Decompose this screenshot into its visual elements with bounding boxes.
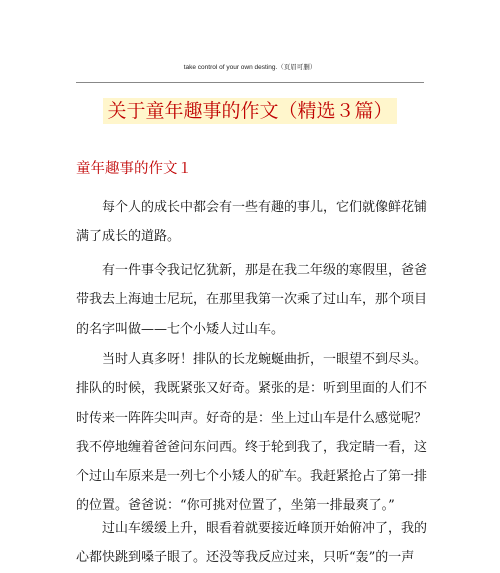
- paragraph-line: 带我去上海迪士尼玩，在那里我第一次乘了过山车，那个项目: [76, 292, 428, 308]
- paragraph: [76, 514, 426, 573]
- paragraph-line: 心都快跳到嗓子眼了。还没等我反应过来，只听“轰”的一声: [76, 550, 415, 566]
- header-divider: [76, 82, 424, 83]
- paragraph-line: 排队的时候，我既紧张又好奇。紧张的是：听到里面的人们不: [76, 381, 428, 397]
- paragraph: [76, 193, 426, 252]
- paragraph-line: 的位置。爸爸说：“你可挑对位置了，坐第一排最爽了。”: [76, 498, 395, 514]
- section-heading: 童年趣事的作文１: [76, 161, 192, 177]
- title-container: [0, 98, 500, 124]
- paragraph-line: 个过山车原来是一列七个小矮人的矿车。我赶紧抢占了第一排: [76, 469, 428, 485]
- paragraph: [76, 345, 426, 521]
- paragraph-line: 我不停地缠着爸爸问东问西。终于轮到我了，我定睛一看，这: [76, 439, 428, 455]
- paragraph-line: 满了成长的道路。: [76, 229, 181, 245]
- paragraph-line: 每个人的成长中都会有一些有趣的事儿，它们就像鲜花铺: [76, 200, 428, 215]
- paragraph-line: 当时人真多呀！排队的长龙蜿蜒曲折，一眼望不到尽头。: [76, 352, 428, 367]
- paragraph-line: 的名字叫做——七个小矮人过山车。: [76, 321, 285, 337]
- document-title: 关于童年趣事的作文（精选３篇）: [103, 98, 396, 124]
- page-header: take control of your own desting.（页眉可删）: [183, 64, 317, 71]
- paragraph-line: 时传来一阵阵尖叫声。好奇的是：坐上过山车是什么感觉呢？: [76, 410, 428, 426]
- paragraph: [76, 256, 426, 344]
- paragraph-line: 过山车缓缓上升，眼看着就要接近峰顶开始俯冲了，我的: [76, 521, 428, 536]
- paragraph-line: 有一件事令我记忆犹新，那是在我二年级的寒假里，爸爸: [76, 263, 428, 278]
